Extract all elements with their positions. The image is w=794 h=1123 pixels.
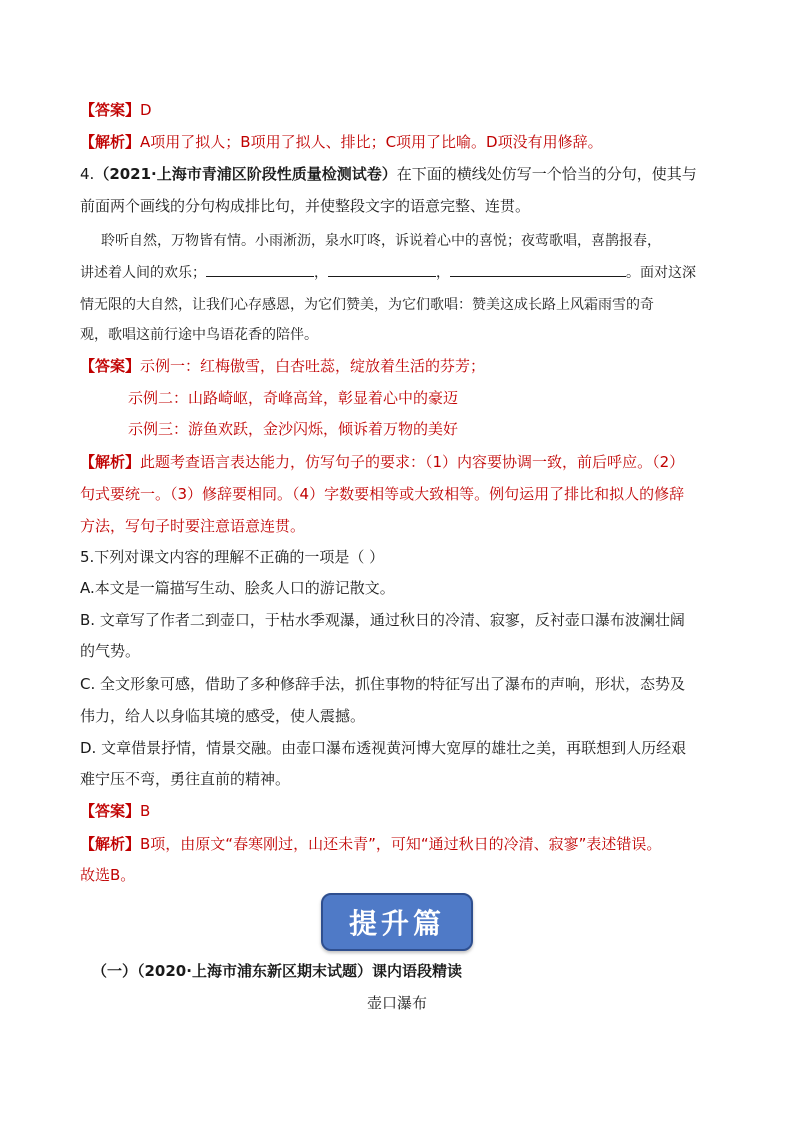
option-text: D. 文章借景抒情，情景交融。由壶口瀑布透视黄河博大宽厚的雄壮之美，再联想到人历经艰 xyxy=(80,739,687,757)
analysis-text: A项用了拟人；B项用了拟人、排比；C项用了比喻。D项没有用修辞。 xyxy=(140,133,603,151)
option-b-line-1 xyxy=(80,609,685,631)
question-number: 4. xyxy=(80,165,95,183)
reading-title xyxy=(0,992,794,1014)
question-5-stem xyxy=(80,546,384,568)
analysis-text: 方法，写句子时要注意语意连贯。 xyxy=(80,517,306,535)
example-line-3 xyxy=(128,418,458,440)
option-c-line-2 xyxy=(80,705,365,727)
passage-text: 。面对这深 xyxy=(626,265,696,281)
analysis-tag: 【解析】 xyxy=(80,835,141,853)
answer-tag: 【答案】 xyxy=(80,101,141,119)
passage-line-2 xyxy=(80,262,696,284)
analysis-text: 句式要统一。（3）修辞要相同。（4）字数要相等或大致相等。例句运用了排比和拟人的修辞 xyxy=(80,485,685,503)
analysis-line-4c xyxy=(80,515,305,537)
fill-blank-1[interactable] xyxy=(206,262,314,277)
option-d-line-2 xyxy=(80,768,290,790)
example-2: 示例二：山路崎岖，奇峰高耸，彰显着心中的豪迈 xyxy=(128,389,459,407)
answer-text: B xyxy=(140,802,151,820)
example-line-2 xyxy=(128,387,458,409)
passage-line-1 xyxy=(101,230,661,252)
answer-text: D xyxy=(140,101,152,119)
answer-line-5 xyxy=(80,800,150,822)
passage-line-3 xyxy=(80,294,654,316)
analysis-line-1 xyxy=(80,131,603,153)
option-a xyxy=(80,577,395,599)
passage-text: 讲述着人间的欢乐； xyxy=(80,265,206,281)
analysis-tag: 【解析】 xyxy=(80,453,141,471)
example-3: 示例三：游鱼欢跃，金沙闪烁，倾诉着万物的美好 xyxy=(128,420,459,438)
answer-line-1 xyxy=(80,99,152,121)
reading-title-text: 壶口瀑布 xyxy=(366,994,427,1012)
analysis-line-4a xyxy=(80,451,684,473)
passage-text: 聆听自然，万物皆有情。小雨淅沥，泉水叮咚，诉说着心中的喜悦；夜莺歌唱，喜鹊报春， xyxy=(101,233,661,249)
comma: ， xyxy=(314,265,328,281)
reading-heading xyxy=(92,960,462,982)
option-text: 的气势。 xyxy=(80,642,141,660)
passage-text: 观，歌唱这前行途中鸟语花香的陪伴。 xyxy=(80,327,318,343)
question-stem: 在下面的横线处仿写一个恰当的分句，使其与 xyxy=(396,165,697,183)
question-4-stem-line-2 xyxy=(80,195,530,217)
analysis-text: 此题考查语言表达能力，仿写句子的要求：（1）内容要协调一致，前后呼应。（2） xyxy=(140,453,685,471)
option-c-line-1 xyxy=(80,673,685,695)
option-d-line-1 xyxy=(80,737,686,759)
analysis-tag: 【解析】 xyxy=(80,133,141,151)
fill-blank-2[interactable] xyxy=(328,262,436,277)
option-text: A.本文是一篇描写生动、脍炙人口的游记散文。 xyxy=(80,579,395,597)
question-source: （2021·上海市青浦区阶段性质量检测试卷） xyxy=(94,165,397,183)
option-b-line-2 xyxy=(80,640,140,662)
option-text: 难宁压不弯，勇往直前的精神。 xyxy=(80,770,291,788)
option-text: B. 文章写了作者二到壶口，于枯水季观瀑，通过秋日的冷清、寂寥，反衬壶口瀑布波澜壮阔 xyxy=(80,611,685,629)
option-text: C. 全文形象可感，借助了多种修辞手法，抓住事物的特征写出了瀑布的声响，形状，态势及 xyxy=(80,675,686,693)
comma: ， xyxy=(436,265,450,281)
answer-tag: 【答案】 xyxy=(80,357,141,375)
answer-line-4 xyxy=(80,355,485,377)
answer-tag: 【答案】 xyxy=(80,802,141,820)
question-4-stem-line-1 xyxy=(80,163,697,185)
reading-heading-text: （一）（2020·上海市浦东新区期末试题）课内语段精读 xyxy=(92,962,462,980)
analysis-line-5a xyxy=(80,833,661,855)
analysis-line-5b xyxy=(80,864,135,886)
analysis-line-4b xyxy=(80,483,684,505)
option-text: 伟力，给人以身临其境的感受，使人震撼。 xyxy=(80,707,366,725)
question-stem: 5.下列对课文内容的理解不正确的一项是（ ） xyxy=(80,548,385,566)
passage-text: 情无限的大自然，让我们心存感恩，为它们赞美，为它们歌唱：赞美这成长路上风霜雨雪的奇 xyxy=(80,297,654,313)
fill-blank-3[interactable] xyxy=(450,262,626,277)
section-badge-label: 提升篇 xyxy=(348,907,445,940)
analysis-text: B项，由原文“春寒刚过，山还未青”，可知“通过秋日的冷清、寂寥”表述错误。 xyxy=(140,835,662,853)
passage-line-4 xyxy=(80,324,318,346)
analysis-text: 故选B。 xyxy=(80,866,136,884)
question-stem: 前面两个画线的分句构成排比句，并使整段文字的语意完整、连贯。 xyxy=(80,197,531,215)
example-1: 示例一：红梅傲雪，白杏吐蕊，绽放着生活的芬芳； xyxy=(140,357,486,375)
section-badge xyxy=(321,893,473,951)
